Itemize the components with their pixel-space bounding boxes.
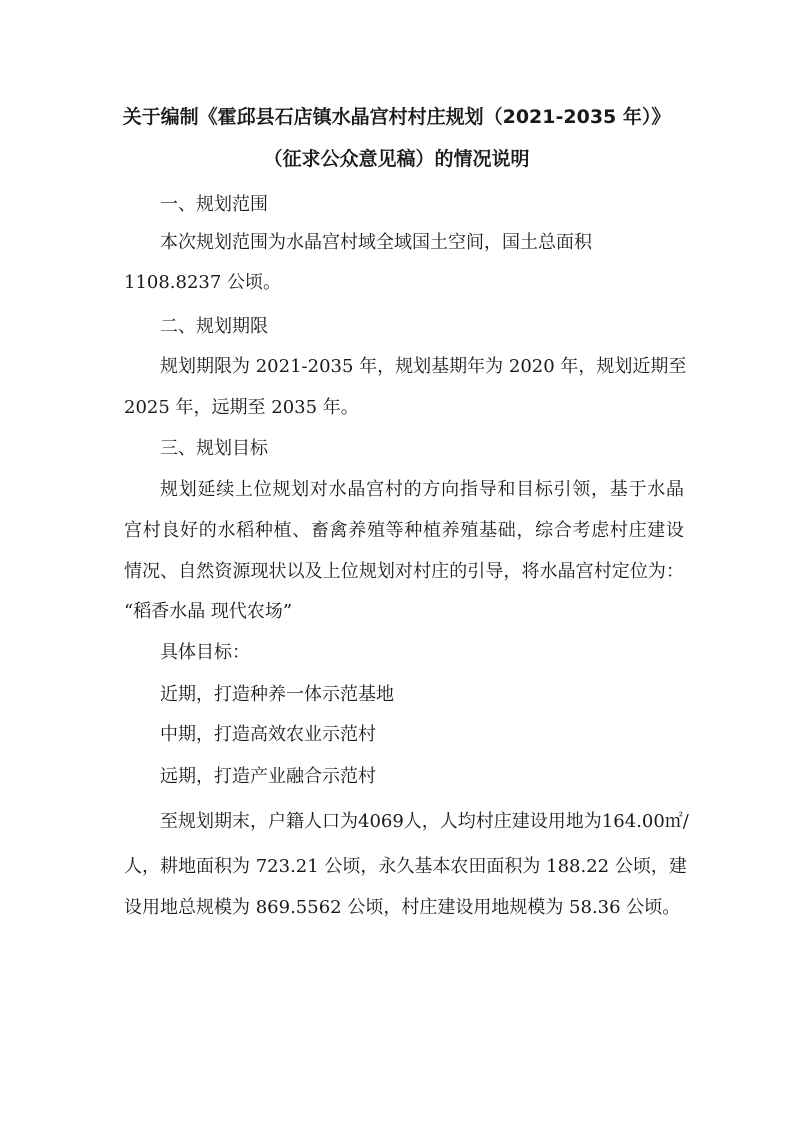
goal-item: 近期，打造种养一体示范基地 [160, 684, 394, 705]
section-heading-goals: 三、规划目标 [160, 438, 268, 459]
paragraph-line: 人，耕地面积为 723.21 公顷，永久基本农田面积为 188.22 公顷，建 [124, 856, 687, 877]
paragraph-line: 本次规划范围为水晶宫村域全域国土空间，国土总面积 [160, 232, 592, 253]
paragraph-line: “稻香水晶 现代农场” [124, 601, 293, 622]
section-heading-period: 二、规划期限 [160, 316, 268, 337]
paragraph-line: 规划延续上位规划对水晶宫村的方向指导和目标引领，基于水晶 [160, 479, 684, 500]
paragraph-line: 情况、自然资源现状以及上位规划对村庄的引导，将水晶宫村定位为： [124, 561, 684, 582]
document-title-line-2: （征求公众意见稿）的情况说明 [263, 148, 530, 170]
paragraph-line: 设用地总规模为 869.5562 公顷，村庄建设用地规模为 58.36 公顷。 [124, 897, 681, 918]
section-heading-scope: 一、规划范围 [160, 194, 268, 215]
paragraph-line: 规划期限为 2021-2035 年，规划基期年为 2020 年，规划近期至 [160, 356, 687, 377]
paragraph-line: 2025 年，远期至 2035 年。 [124, 397, 359, 418]
paragraph-line: 宫村良好的水稻种植、畜禽养殖等种植养殖基础，综合考虑村庄建设 [124, 520, 684, 541]
document-title-line-1: 关于编制《霍邱县石店镇水晶宫村村庄规划（2021-2035 年）》 [122, 106, 671, 128]
paragraph-line: 至规划期末，户籍人口为4069人，人均村庄建设用地为164.00㎡/ [160, 811, 689, 832]
goal-item: 远期，打造产业融合示范村 [160, 766, 376, 787]
goal-item: 中期，打造高效农业示范村 [160, 724, 376, 745]
paragraph-line: 1108.8237 公顷。 [124, 272, 282, 293]
goals-label: 具体目标： [160, 642, 250, 663]
